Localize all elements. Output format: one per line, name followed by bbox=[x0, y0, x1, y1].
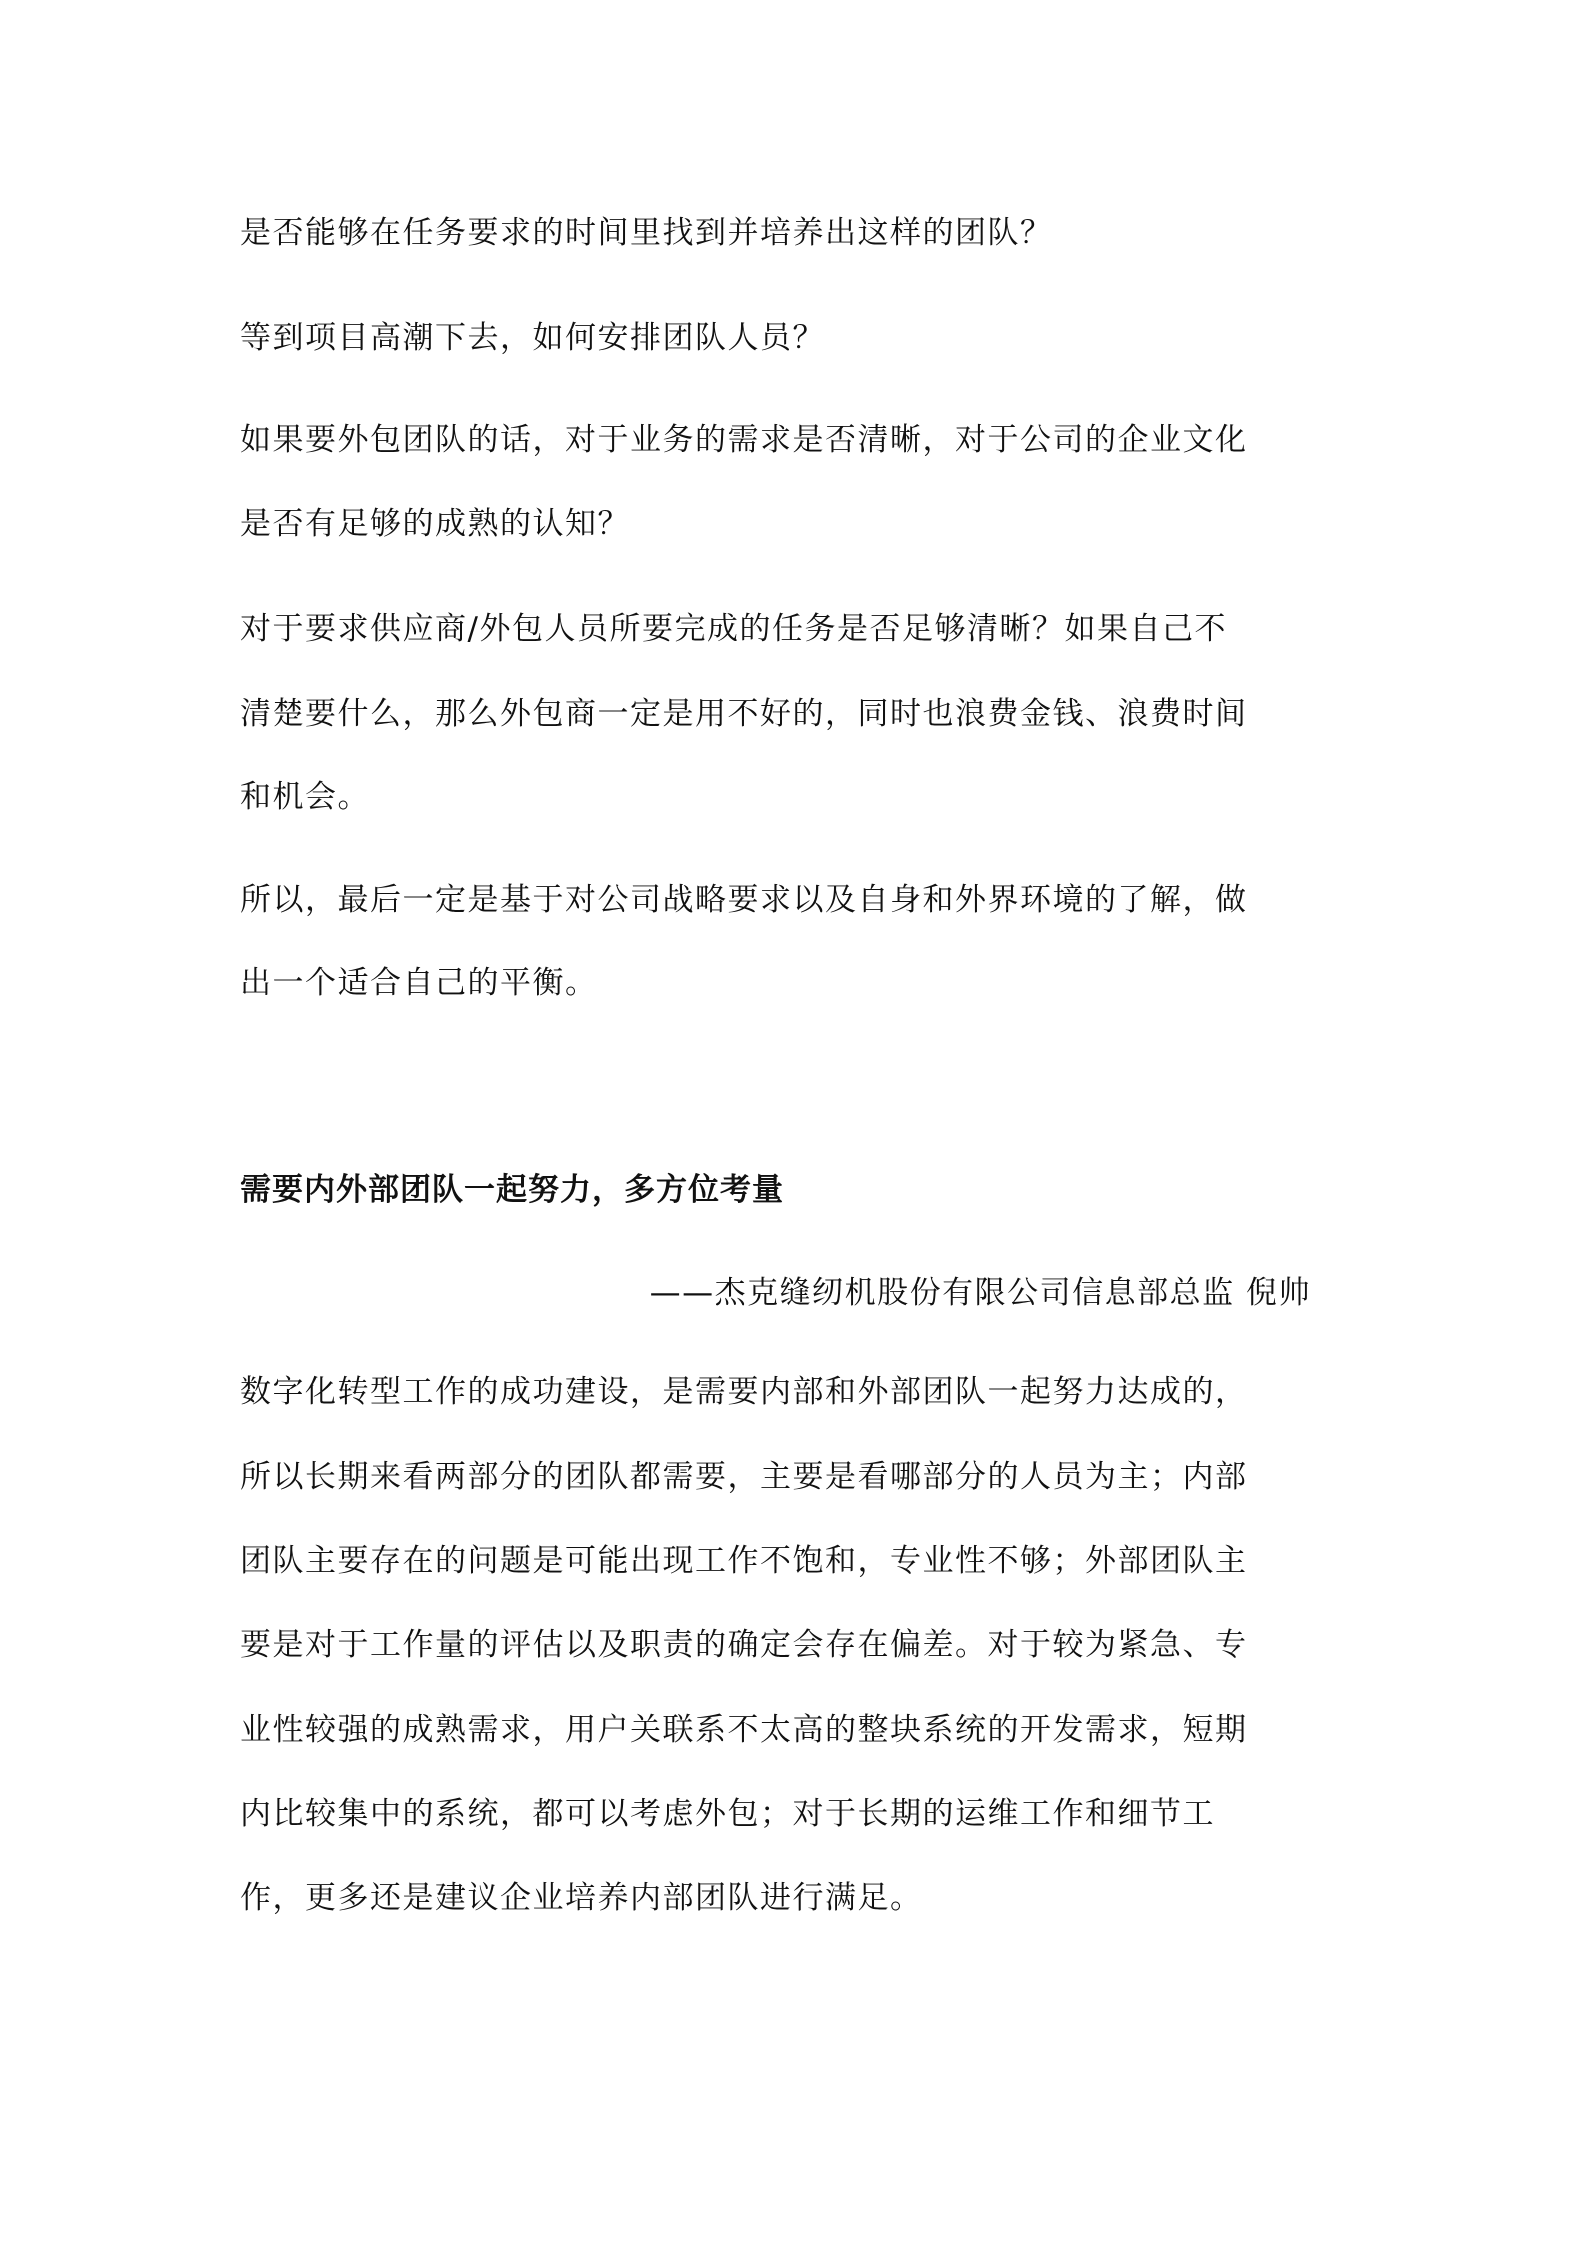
paragraph-line: 所以，最后一定是基于对公司战略要求以及自身和外界环境的了解，做 bbox=[240, 882, 1248, 918]
paragraph-line: 数字化转型工作的成功建设，是需要内部和外部团队一起努力达成的， bbox=[240, 1374, 1248, 1410]
paragraph-line: 出一个适合自己的平衡。 bbox=[240, 965, 598, 1001]
paragraph-line: 作，更多还是建议企业培养内部团队进行满足。 bbox=[240, 1880, 923, 1916]
paragraph-line: 是否有足够的成熟的认知？ bbox=[240, 506, 630, 542]
paragraph-line: 如果要外包团队的话，对于业务的需求是否清晰，对于公司的企业文化 bbox=[240, 422, 1248, 458]
author-attribution: ——杰克缝纫机股份有限公司信息部总监 倪帅 bbox=[649, 1275, 1311, 1311]
paragraph-line: 业性较强的成熟需求，用户关联系不太高的整块系统的开发需求，短期 bbox=[240, 1712, 1248, 1748]
paragraph-line: 清楚要什么，那么外包商一定是用不好的，同时也浪费金钱、浪费时间 bbox=[240, 696, 1248, 732]
paragraph-line: 等到项目高潮下去，如何安排团队人员？ bbox=[240, 320, 825, 356]
paragraph-line: 和机会。 bbox=[240, 779, 370, 815]
paragraph-line: 是否能够在任务要求的时间里找到并培养出这样的团队？ bbox=[240, 215, 1053, 251]
paragraph-line: 团队主要存在的问题是可能出现工作不饱和，专业性不够；外部团队主 bbox=[240, 1543, 1248, 1579]
paragraph-line: 内比较集中的系统，都可以考虑外包；对于长期的运维工作和细节工 bbox=[240, 1796, 1215, 1832]
paragraph-line: 对于要求供应商/外包人员所要完成的任务是否足够清晰？如果自己不 bbox=[240, 611, 1227, 647]
section-heading: 需要内外部团队一起努力，多方位考量 bbox=[240, 1172, 784, 1208]
paragraph-line: 所以长期来看两部分的团队都需要，主要是看哪部分的人员为主；内部 bbox=[240, 1459, 1248, 1495]
paragraph-line: 要是对于工作量的评估以及职责的确定会存在偏差。对于较为紧急、专 bbox=[240, 1627, 1248, 1663]
